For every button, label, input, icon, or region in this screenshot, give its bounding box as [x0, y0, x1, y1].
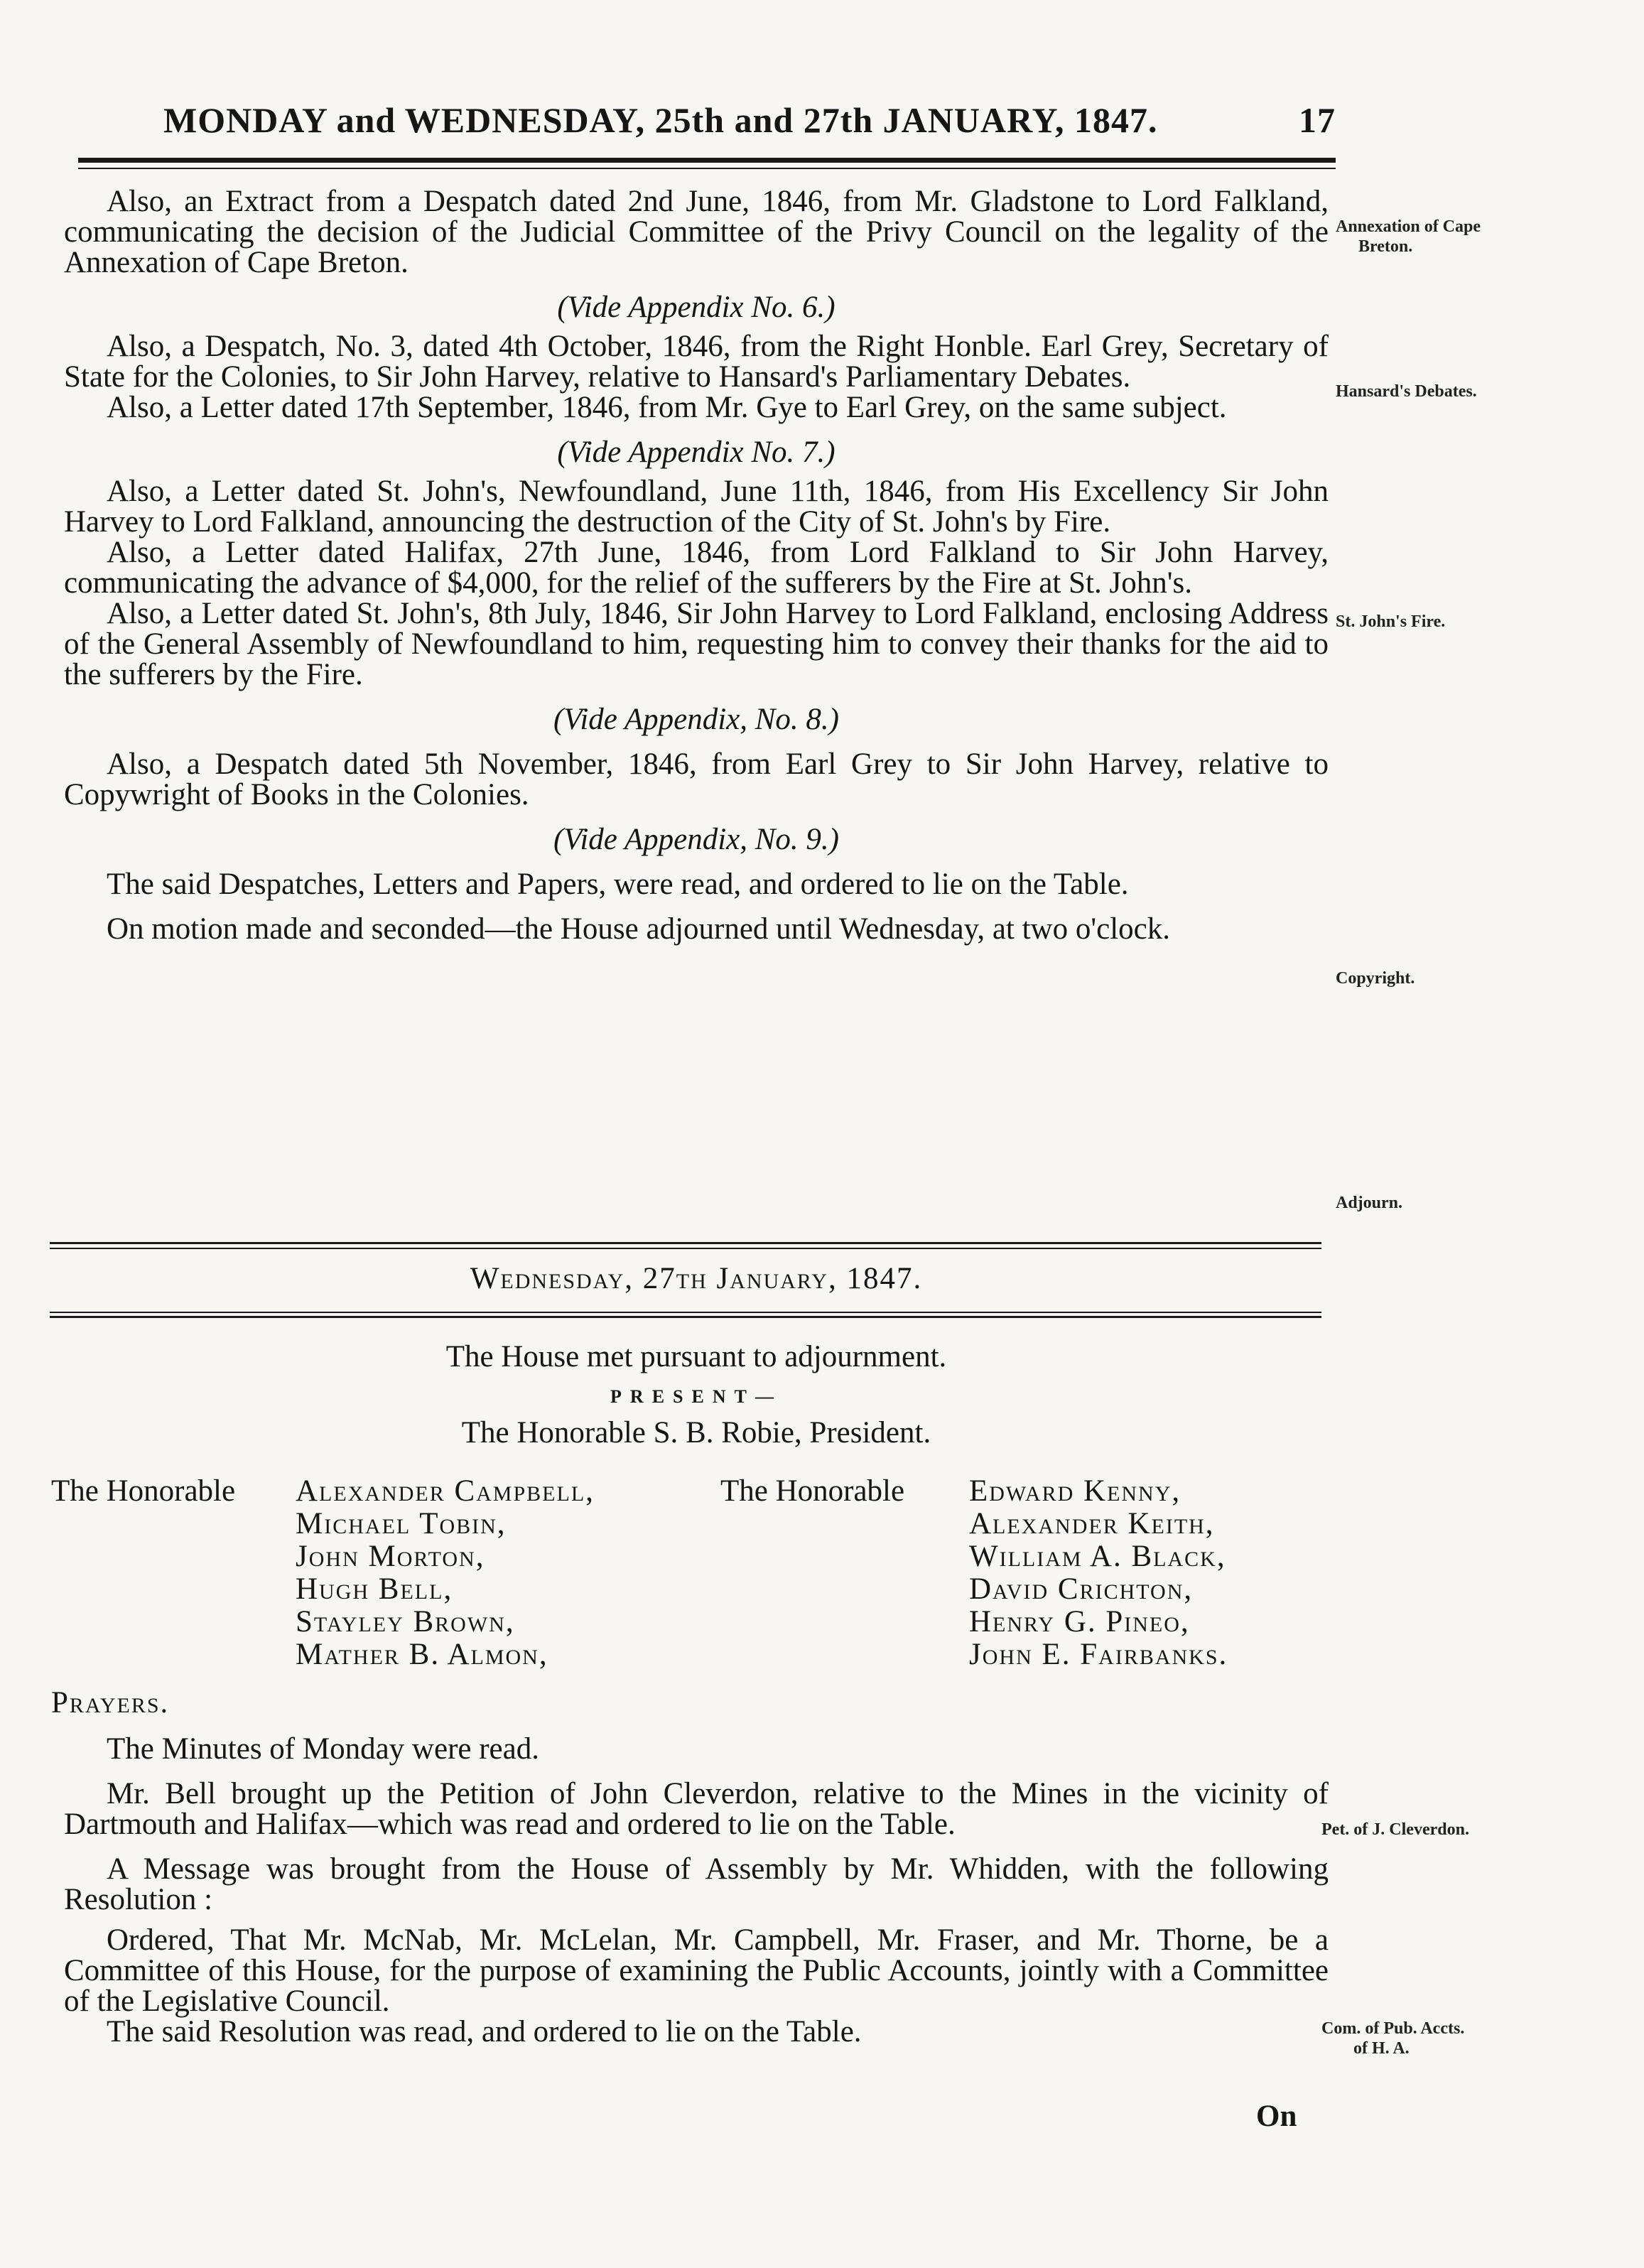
para-cleverdon-petition: Mr. Bell brought up the Petition of John Cleverdon, relative to the Mines in the vicinity of Dartmouth and Halifax—which was read and ordered to lie on the Table. — [64, 1777, 1329, 1841]
margin-note-adjourn: Adjourn. — [1336, 1194, 1403, 1212]
para-newfoundland-address: Also, a Letter dated St. John's, 8th July, 1846, Sir John Harvey to Lord Falkland, enclosing Address of the General Assembly of Newfoundland to him, requesting him to convey their thanks for the aid to the sufferers by the Fire. — [64, 597, 1329, 691]
vide-appendix-6: (Vide Appendix No. 6.) — [557, 291, 835, 324]
margin-note-breton: Breton. — [1358, 237, 1413, 256]
wednesday-proceedings — [64, 1734, 1329, 2047]
para-annexation: Also, an Extract from a Despatch dated 2nd June, 1846, from Mr. Gladstone to Lord Falkland, communicating the decision of the Judicial Committee of the Privy Council on the legality of the Annexation of Cape Breton. — [64, 185, 1329, 279]
vide-appendix-9: (Vide Appendix, No. 9.) — [553, 823, 840, 856]
member-name: John Morton, — [296, 1540, 485, 1573]
margin-note-com-pub-accts: Com. of Pub. Accts. — [1321, 2019, 1465, 2038]
running-header — [163, 99, 1350, 141]
para-minutes-read: The Minutes of Monday were read. — [107, 1732, 539, 1766]
margin-note-copyright: Copyright. — [1336, 969, 1415, 988]
present-label: PRESENT— — [610, 1386, 782, 1407]
president-line: The Honorable S. B. Robie, President. — [461, 1416, 931, 1449]
section-rule-top-2 — [50, 1248, 1321, 1249]
header-rule-thick — [78, 158, 1336, 163]
page-number: 17 — [1299, 100, 1336, 140]
section-rule-bottom-2 — [50, 1316, 1321, 1318]
para-assembly-message: A Message was brought from the House of Assembly by Mr. Whidden, with the following Resolution : — [64, 1852, 1329, 1916]
member-name: William A. Black, — [969, 1540, 1226, 1573]
para-resolution-read: The said Resolution was read, and ordered to lie on the Table. — [107, 2015, 862, 2048]
prayers: Prayers. — [51, 1686, 170, 1719]
para-gye-letter: Also, a Letter dated 17th September, 1846, from Mr. Gye to Earl Grey, on the same subject. — [107, 391, 1227, 424]
member-name: Mather B. Almon, — [296, 1638, 548, 1671]
member-name: David Crichton, — [969, 1572, 1194, 1606]
members-honorable-left-label: The Honorable — [51, 1474, 236, 1508]
member-name: John E. Fairbanks. — [969, 1638, 1228, 1671]
para-copyright: Also, a Despatch dated 5th November, 1846, from Earl Grey to Sir John Harvey, relative to Copywright of Books in the Colonies. — [64, 747, 1329, 811]
para-st-johns-fire: Also, a Letter dated St. John's, Newfoundland, June 11th, 1846, from His Excellency Sir John Harvey to Lord Falkland, announcing the destruction of the City of St. John's by Fire. — [64, 475, 1329, 539]
margin-note-cleverdon: Pet. of J. Cleverdon. — [1321, 1820, 1469, 1839]
members-honorable-right-label: The Honorable — [720, 1474, 905, 1508]
attendance-block — [64, 1341, 1329, 1448]
member-name: Stayley Brown, — [296, 1605, 515, 1638]
margin-note-st-johns-fire: St. John's Fire. — [1336, 612, 1446, 631]
header-rule-thin — [78, 168, 1336, 169]
para-halifax-letter: Also, a Letter dated Halifax, 27th June, 1846, from Lord Falkland to Sir John Harvey, communicating the advance of $4,000, for the relief of the sufferers by the Fire at St. John's. — [64, 536, 1329, 600]
margin-note-hansard: Hansard's Debates. — [1336, 382, 1477, 401]
member-name: Alexander Keith, — [969, 1507, 1215, 1540]
member-name: Edward Kenny, — [969, 1474, 1181, 1508]
catchword: On — [1256, 2100, 1297, 2133]
para-committee-ordered: Ordered, That Mr. McNab, Mr. McLelan, Mr. Campbell, Mr. Fraser, and Mr. Thorne, be a Committee of this House, for the purpose of examining the Public Accounts, jointly with a Committee of the Legislative Council. — [64, 1923, 1329, 2018]
member-name: Hugh Bell, — [296, 1572, 453, 1606]
wednesday-heading: Wednesday, 27th January, 1847. — [470, 1262, 923, 1295]
member-name: Michael Tobin, — [296, 1507, 507, 1540]
para-adjourned: On motion made and seconded—the House adjourned until Wednesday, at two o'clock. — [107, 912, 1170, 946]
margin-note-annexation: Annexation of Cape — [1336, 217, 1481, 236]
member-name: Henry G. Pineo, — [969, 1605, 1190, 1638]
members-right-column — [969, 1475, 1228, 1671]
members-left-column — [296, 1475, 595, 1671]
member-name: Alexander Campbell, — [296, 1474, 595, 1508]
section-rule-bottom-1 — [50, 1312, 1321, 1313]
para-papers-read: The said Despatches, Letters and Papers, were read, and ordered to lie on the Table. — [107, 868, 1129, 901]
vide-appendix-8: (Vide Appendix, No. 8.) — [553, 703, 840, 736]
section-rule-top-1 — [50, 1242, 1321, 1244]
header-title: MONDAY and WEDNESDAY, 25th and 27th JANUARY, 1847. — [163, 100, 1158, 140]
para-hansard: Also, a Despatch, No. 3, dated 4th October, 1846, from the Right Honble. Earl Grey, Secretary of State for the Colonies, to Sir John Harvey, relative to Hansard's Parliamentary Debates. — [64, 330, 1329, 394]
vide-appendix-7: (Vide Appendix No. 7.) — [557, 436, 835, 469]
margin-note-of-ha: of H. A. — [1353, 2039, 1410, 2058]
house-met: The House met pursuant to adjournment. — [445, 1340, 947, 1373]
wednesday-heading-wrap — [64, 1263, 1329, 1294]
monday-section — [64, 186, 1329, 944]
